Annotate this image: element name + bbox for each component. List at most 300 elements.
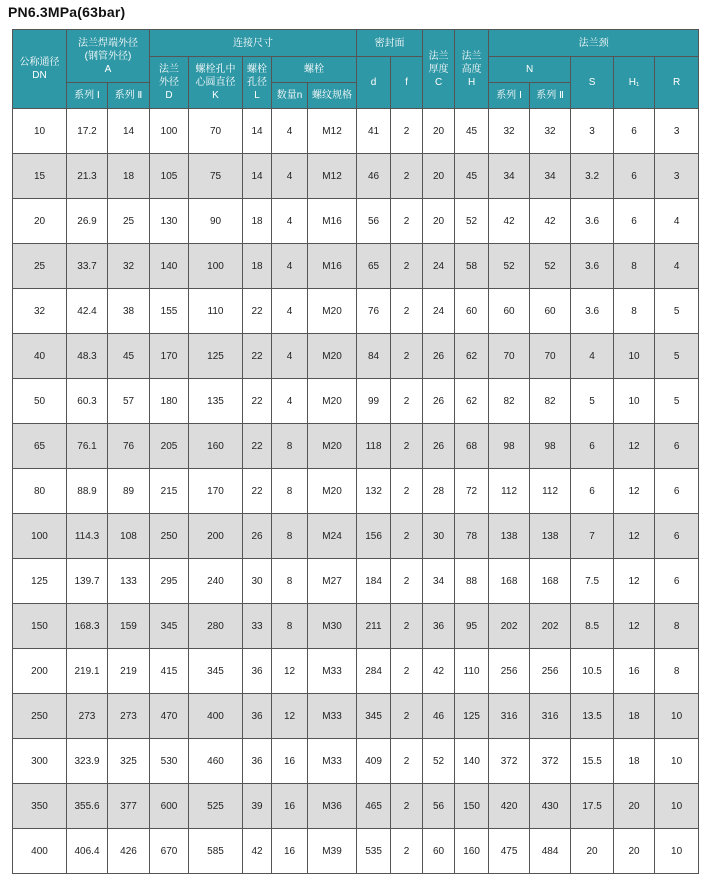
- table-cell: 6: [614, 154, 655, 199]
- table-cell: 45: [455, 109, 489, 154]
- table-cell: 180: [150, 379, 189, 424]
- table-cell: 530: [150, 739, 189, 784]
- table-cell: 125: [189, 334, 243, 379]
- table-cell: 42: [423, 649, 455, 694]
- table-cell: 325: [108, 739, 150, 784]
- table-cell: 78: [455, 514, 489, 559]
- table-cell: 170: [150, 334, 189, 379]
- table-cell: M20: [308, 469, 357, 514]
- table-cell: 95: [455, 604, 489, 649]
- table-cell: 2: [391, 109, 423, 154]
- table-row: [13, 109, 699, 154]
- table-cell: 16: [272, 829, 308, 874]
- table-cell: 36: [243, 649, 272, 694]
- table-cell: 6: [655, 424, 699, 469]
- table-cell: M27: [308, 559, 357, 604]
- table-cell: 4: [272, 154, 308, 199]
- table-cell: 76: [108, 424, 150, 469]
- table-cell: 56: [357, 199, 391, 244]
- table-cell: 14: [108, 109, 150, 154]
- table-row: [13, 604, 699, 649]
- table-cell: M30: [308, 604, 357, 649]
- table-cell: 284: [357, 649, 391, 694]
- table-cell: 211: [357, 604, 391, 649]
- table-cell: 219.1: [67, 649, 108, 694]
- table-cell: 200: [13, 649, 67, 694]
- header-height: 法兰 高度 H: [455, 30, 489, 109]
- table-row: [13, 559, 699, 604]
- table-cell: 18: [614, 694, 655, 739]
- table-cell: 400: [13, 829, 67, 874]
- table-cell: 8: [272, 559, 308, 604]
- table-cell: 18: [614, 739, 655, 784]
- table-cell: 295: [150, 559, 189, 604]
- table-cell: 105: [150, 154, 189, 199]
- table-cell: 90: [189, 199, 243, 244]
- table-cell: 112: [530, 469, 571, 514]
- table-cell: 15: [13, 154, 67, 199]
- table-cell: 110: [189, 289, 243, 334]
- table-cell: 3.6: [571, 199, 614, 244]
- table-cell: 42: [489, 199, 530, 244]
- table-cell: 3: [655, 109, 699, 154]
- table-cell: 36: [243, 739, 272, 784]
- table-cell: 484: [530, 829, 571, 874]
- table-cell: 32: [489, 109, 530, 154]
- header-h1: H₁: [614, 57, 655, 109]
- table-cell: 32: [108, 244, 150, 289]
- table-cell: 26: [423, 379, 455, 424]
- table-cell: 4: [571, 334, 614, 379]
- table-cell: 26.9: [67, 199, 108, 244]
- table-cell: 372: [489, 739, 530, 784]
- table-cell: 60.3: [67, 379, 108, 424]
- table-cell: 585: [189, 829, 243, 874]
- table-cell: 46: [357, 154, 391, 199]
- header-neck-series-2: 系列 Ⅱ: [530, 83, 571, 109]
- table-cell: 6: [571, 469, 614, 514]
- table-cell: 52: [489, 244, 530, 289]
- table-cell: M20: [308, 289, 357, 334]
- table-cell: 150: [455, 784, 489, 829]
- table-cell: 32: [13, 289, 67, 334]
- table-cell: 36: [243, 694, 272, 739]
- table-cell: 132: [357, 469, 391, 514]
- table-cell: 4: [272, 109, 308, 154]
- table-cell: 60: [423, 829, 455, 874]
- table-cell: 6: [614, 199, 655, 244]
- table-cell: 110: [455, 649, 489, 694]
- table-cell: 4: [272, 379, 308, 424]
- table-cell: 168: [489, 559, 530, 604]
- table-cell: 2: [391, 649, 423, 694]
- table-cell: 75: [189, 154, 243, 199]
- table-cell: 160: [189, 424, 243, 469]
- table-cell: 65: [357, 244, 391, 289]
- table-cell: 5: [655, 334, 699, 379]
- table-cell: 26: [423, 334, 455, 379]
- header-bolt-circle: 螺栓孔中 心圆直径 K: [189, 57, 243, 109]
- table-cell: 20: [571, 829, 614, 874]
- table-cell: M39: [308, 829, 357, 874]
- table-cell: 8: [655, 649, 699, 694]
- table-cell: 114.3: [67, 514, 108, 559]
- table-cell: 2: [391, 739, 423, 784]
- table-cell: 14: [243, 109, 272, 154]
- table-cell: 426: [108, 829, 150, 874]
- table-cell: 8: [272, 424, 308, 469]
- table-cell: 24: [423, 244, 455, 289]
- table-cell: 323.9: [67, 739, 108, 784]
- table-cell: 355.6: [67, 784, 108, 829]
- table-cell: 22: [243, 289, 272, 334]
- table-cell: 6: [655, 559, 699, 604]
- table-cell: 215: [150, 469, 189, 514]
- table-cell: 40: [13, 334, 67, 379]
- header-n: N: [489, 57, 571, 83]
- table-cell: 52: [455, 199, 489, 244]
- table-cell: 350: [13, 784, 67, 829]
- table-cell: 10: [614, 379, 655, 424]
- table-cell: 8.5: [571, 604, 614, 649]
- table-cell: 5: [655, 289, 699, 334]
- header-bolt-qty: 数量n: [272, 83, 308, 109]
- table-cell: 88: [455, 559, 489, 604]
- table-cell: 465: [357, 784, 391, 829]
- table-cell: 25: [108, 199, 150, 244]
- table-cell: 475: [489, 829, 530, 874]
- table-cell: 205: [150, 424, 189, 469]
- table-cell: 88.9: [67, 469, 108, 514]
- table-cell: 84: [357, 334, 391, 379]
- table-cell: 200: [189, 514, 243, 559]
- header-connection-dimensions: 连接尺寸: [150, 30, 357, 57]
- table-cell: 6: [655, 514, 699, 559]
- table-cell: 300: [13, 739, 67, 784]
- table-cell: 250: [150, 514, 189, 559]
- table-cell: 99: [357, 379, 391, 424]
- table-cell: 57: [108, 379, 150, 424]
- table-cell: 10: [614, 334, 655, 379]
- table-cell: 2: [391, 694, 423, 739]
- table-row: [13, 649, 699, 694]
- table-cell: 17.2: [67, 109, 108, 154]
- table-cell: 30: [423, 514, 455, 559]
- table-cell: 202: [489, 604, 530, 649]
- table-cell: 409: [357, 739, 391, 784]
- table-cell: 52: [423, 739, 455, 784]
- table-cell: M33: [308, 739, 357, 784]
- table-cell: 2: [391, 199, 423, 244]
- table-cell: 372: [530, 739, 571, 784]
- header-bolt-hole: 螺栓 孔径 L: [243, 57, 272, 109]
- table-cell: M33: [308, 649, 357, 694]
- table-cell: 240: [189, 559, 243, 604]
- table-cell: 4: [272, 334, 308, 379]
- flange-dimension-table: [12, 29, 699, 874]
- table-cell: 89: [108, 469, 150, 514]
- table-cell: 2: [391, 334, 423, 379]
- table-cell: 2: [391, 604, 423, 649]
- table-cell: 8: [272, 514, 308, 559]
- table-cell: 4: [655, 199, 699, 244]
- table-cell: 33: [243, 604, 272, 649]
- table-cell: 26: [423, 424, 455, 469]
- table-cell: 8: [614, 289, 655, 334]
- table-cell: 2: [391, 829, 423, 874]
- table-cell: 20: [614, 829, 655, 874]
- table-header: [13, 30, 699, 109]
- table-cell: 2: [391, 154, 423, 199]
- table-row: [13, 514, 699, 559]
- table-cell: 2: [391, 379, 423, 424]
- table-row: [13, 424, 699, 469]
- table-row: [13, 694, 699, 739]
- table-cell: 6: [655, 469, 699, 514]
- table-cell: 13.5: [571, 694, 614, 739]
- table-cell: 10: [655, 694, 699, 739]
- table-cell: 125: [455, 694, 489, 739]
- table-cell: 12: [614, 469, 655, 514]
- header-flange-od: 法兰 外径 D: [150, 57, 189, 109]
- table-cell: 140: [455, 739, 489, 784]
- table-cell: 70: [530, 334, 571, 379]
- table-cell: 10: [655, 784, 699, 829]
- table-cell: 82: [530, 379, 571, 424]
- table-cell: 12: [614, 514, 655, 559]
- table-cell: 139.7: [67, 559, 108, 604]
- table-cell: 100: [189, 244, 243, 289]
- table-cell: 16: [272, 739, 308, 784]
- table-cell: 2: [391, 559, 423, 604]
- table-cell: 82: [489, 379, 530, 424]
- table-cell: 2: [391, 514, 423, 559]
- table-cell: 80: [13, 469, 67, 514]
- table-cell: 415: [150, 649, 189, 694]
- table-cell: 34: [530, 154, 571, 199]
- table-cell: 273: [67, 694, 108, 739]
- table-cell: 5: [655, 379, 699, 424]
- table-cell: 155: [150, 289, 189, 334]
- table-row: [13, 739, 699, 784]
- table-cell: 406.4: [67, 829, 108, 874]
- table-cell: 345: [357, 694, 391, 739]
- table-cell: 25: [13, 244, 67, 289]
- table-cell: 670: [150, 829, 189, 874]
- table-row: [13, 829, 699, 874]
- table-cell: 430: [530, 784, 571, 829]
- table-cell: 4: [272, 199, 308, 244]
- table-cell: 24: [423, 289, 455, 334]
- table-cell: 2: [391, 289, 423, 334]
- table-row: [13, 244, 699, 289]
- table-cell: 60: [530, 289, 571, 334]
- header-thickness: 法兰 厚度 C: [423, 30, 455, 109]
- table-cell: 219: [108, 649, 150, 694]
- table-cell: 156: [357, 514, 391, 559]
- table-cell: M12: [308, 154, 357, 199]
- table-cell: 62: [455, 379, 489, 424]
- table-cell: 2: [391, 469, 423, 514]
- table-cell: 6: [571, 424, 614, 469]
- table-cell: 256: [530, 649, 571, 694]
- table-cell: 16: [614, 649, 655, 694]
- table-cell: M20: [308, 379, 357, 424]
- table-cell: 150: [13, 604, 67, 649]
- table-cell: 100: [13, 514, 67, 559]
- table-cell: 138: [489, 514, 530, 559]
- table-cell: 12: [614, 604, 655, 649]
- table-cell: 45: [108, 334, 150, 379]
- table-cell: 62: [455, 334, 489, 379]
- table-row: [13, 199, 699, 244]
- header-d: d: [357, 57, 391, 109]
- table-cell: 2: [391, 424, 423, 469]
- table-cell: 12: [272, 694, 308, 739]
- table-cell: 420: [489, 784, 530, 829]
- table-cell: 68: [455, 424, 489, 469]
- table-cell: 76: [357, 289, 391, 334]
- table-cell: 21.3: [67, 154, 108, 199]
- table-cell: 98: [530, 424, 571, 469]
- table-cell: 184: [357, 559, 391, 604]
- table-cell: 108: [108, 514, 150, 559]
- header-sealing-face: 密封面: [357, 30, 423, 57]
- table-row: [13, 469, 699, 514]
- table-cell: 159: [108, 604, 150, 649]
- table-cell: M12: [308, 109, 357, 154]
- table-cell: 140: [150, 244, 189, 289]
- table-cell: 70: [189, 109, 243, 154]
- table-cell: 20: [13, 199, 67, 244]
- table-cell: 256: [489, 649, 530, 694]
- table-cell: 600: [150, 784, 189, 829]
- table-cell: 10: [655, 739, 699, 784]
- header-series-2: 系列 Ⅱ: [108, 83, 150, 109]
- table-cell: 15.5: [571, 739, 614, 784]
- table-cell: 168.3: [67, 604, 108, 649]
- table-cell: 72: [455, 469, 489, 514]
- table-cell: 100: [150, 109, 189, 154]
- table-cell: 4: [655, 244, 699, 289]
- table-cell: 250: [13, 694, 67, 739]
- table-row: [13, 379, 699, 424]
- table-cell: 60: [455, 289, 489, 334]
- header-neck-series-1: 系列 Ⅰ: [489, 83, 530, 109]
- table-cell: 60: [489, 289, 530, 334]
- header-f: f: [391, 57, 423, 109]
- table-cell: 345: [150, 604, 189, 649]
- header-bolt-thread: 螺纹规格: [308, 83, 357, 109]
- table-cell: 36: [423, 604, 455, 649]
- table-cell: 125: [13, 559, 67, 604]
- table-cell: 3: [571, 109, 614, 154]
- table-cell: 8: [614, 244, 655, 289]
- table-cell: 535: [357, 829, 391, 874]
- table-cell: 22: [243, 424, 272, 469]
- table-cell: 168: [530, 559, 571, 604]
- table-cell: M36: [308, 784, 357, 829]
- table-cell: 98: [489, 424, 530, 469]
- table-cell: 3.6: [571, 289, 614, 334]
- table-cell: 400: [189, 694, 243, 739]
- header-neck: 法兰颈: [489, 30, 699, 57]
- table-cell: 76.1: [67, 424, 108, 469]
- table-cell: 5: [571, 379, 614, 424]
- table-row: [13, 154, 699, 199]
- table-cell: 65: [13, 424, 67, 469]
- table-cell: 10: [13, 109, 67, 154]
- table-cell: 70: [489, 334, 530, 379]
- table-cell: 45: [455, 154, 489, 199]
- table-cell: 46: [423, 694, 455, 739]
- table-cell: 345: [189, 649, 243, 694]
- table-cell: 170: [189, 469, 243, 514]
- table-cell: 3: [655, 154, 699, 199]
- table-cell: M20: [308, 424, 357, 469]
- header-r: R: [655, 57, 699, 109]
- table-cell: 112: [489, 469, 530, 514]
- table-cell: 4: [272, 244, 308, 289]
- table-row: [13, 334, 699, 379]
- header-series-1: 系列 Ⅰ: [67, 83, 108, 109]
- table-cell: 138: [530, 514, 571, 559]
- table-cell: 8: [272, 469, 308, 514]
- table-cell: 48.3: [67, 334, 108, 379]
- table-cell: 22: [243, 469, 272, 514]
- table-cell: 56: [423, 784, 455, 829]
- table-cell: 20: [423, 154, 455, 199]
- table-cell: 130: [150, 199, 189, 244]
- table-cell: M20: [308, 334, 357, 379]
- table-cell: 12: [614, 559, 655, 604]
- page-title: PN6.3MPa(63bar): [8, 4, 126, 20]
- table-cell: 28: [423, 469, 455, 514]
- table-cell: 50: [13, 379, 67, 424]
- table-cell: 18: [243, 199, 272, 244]
- table-cell: 14: [243, 154, 272, 199]
- header-s: S: [571, 57, 614, 109]
- table-cell: M24: [308, 514, 357, 559]
- table-cell: 52: [530, 244, 571, 289]
- table-cell: 22: [243, 379, 272, 424]
- table-cell: 8: [655, 604, 699, 649]
- table-cell: 17.5: [571, 784, 614, 829]
- table-cell: 58: [455, 244, 489, 289]
- table-cell: 2: [391, 784, 423, 829]
- table-cell: 10: [655, 829, 699, 874]
- table-cell: 18: [243, 244, 272, 289]
- table-cell: 377: [108, 784, 150, 829]
- table-cell: 525: [189, 784, 243, 829]
- table-row: [13, 784, 699, 829]
- table-cell: 32: [530, 109, 571, 154]
- table-cell: 34: [489, 154, 530, 199]
- table-cell: 10.5: [571, 649, 614, 694]
- table-cell: 38: [108, 289, 150, 334]
- table-cell: 202: [530, 604, 571, 649]
- table-cell: 12: [614, 424, 655, 469]
- table-cell: 133: [108, 559, 150, 604]
- table-cell: 470: [150, 694, 189, 739]
- table-cell: 20: [423, 199, 455, 244]
- table-cell: 34: [423, 559, 455, 604]
- table-cell: 3.6: [571, 244, 614, 289]
- table-cell: 18: [108, 154, 150, 199]
- header-bolt: 螺栓: [272, 57, 357, 83]
- table-cell: 26: [243, 514, 272, 559]
- table-body: [13, 109, 699, 874]
